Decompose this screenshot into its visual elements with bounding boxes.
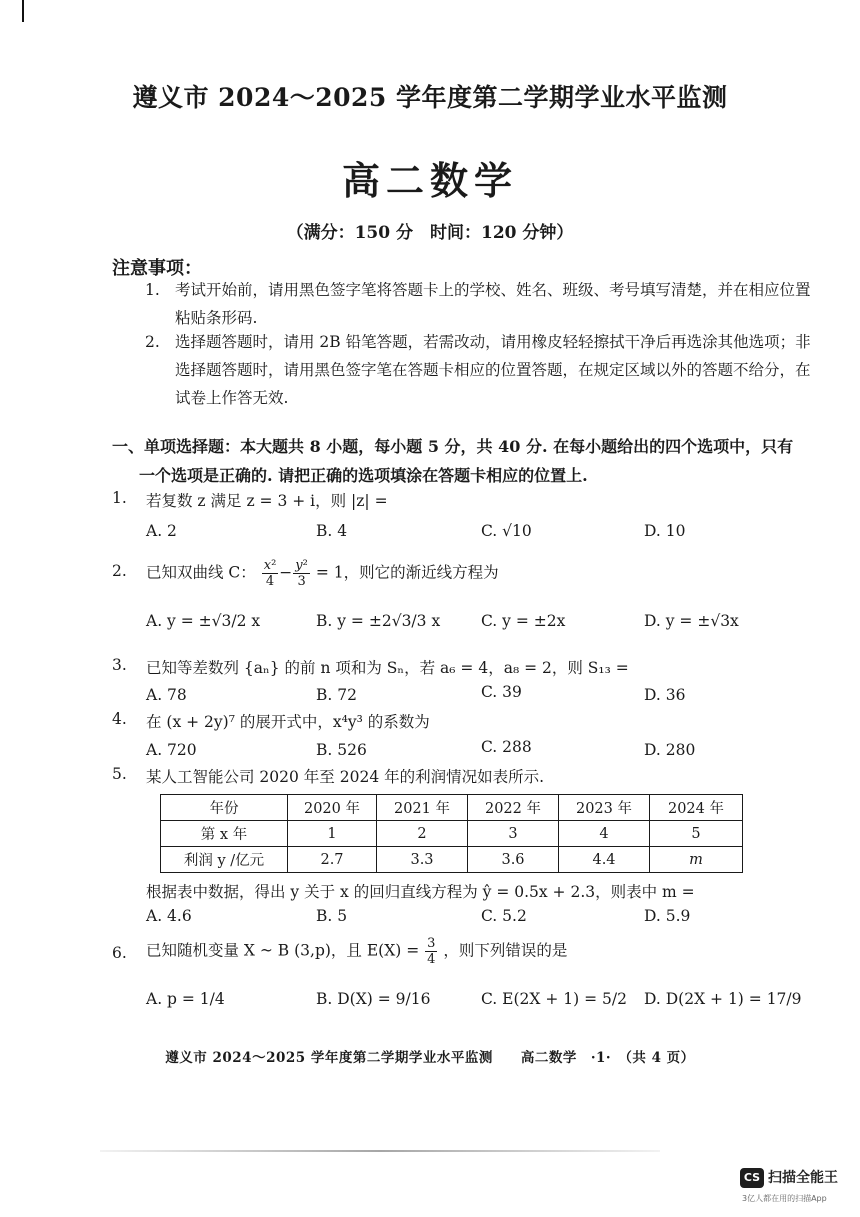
q3-option-d: D. 36 [644,686,686,704]
note-text: 考试开始前，请用黑色签字笔将答题卡上的学校、姓名、班级、考号填写清楚，并在相应位置粘贴条形码. [175,281,811,327]
question-stem-prefix: 已知随机变量 X ~ B (3,p)，且 E(X) = [146,941,420,960]
table-cell: 利润 y /亿元 [161,847,288,873]
q6-option-b: B. D(X) = 9/16 [316,990,431,1008]
scanner-logo-icon: CS [740,1168,764,1188]
expectation-fraction: $\frac{3}{4}$ [427,936,436,967]
table-cell: 年份 [161,795,288,821]
question-stem-suffix: ，则下列错误的是 [443,941,568,960]
question-number: 6. [112,944,127,962]
question-followup-text: 根据表中数据，得出 y 关于 x 的回归直线方程为 ŷ = 0.5x + 2.3，则表中 m = [146,883,695,901]
table-cell: 第 x 年 [161,821,288,847]
table-row [161,795,743,821]
question-stem: 已知等差数列 {aₙ} 的前 n 项和为 Sₙ，若 a₆ = 4，a₈ = 2，则 S₁₃ = [146,659,629,677]
question-stem: 在 (x + 2y)⁷ 的展开式中，x⁴y³ 的系数为 [146,713,430,731]
q4-option-a: A. 720 [146,741,197,759]
table-cell: 2024 年 [650,795,743,821]
section-1-line-2: 一个选项是正确的. 请把正确的选项填涂在答题卡相应的位置上. [139,466,588,485]
q5-option-a: A. 4.6 [146,907,192,925]
table-cell: 2020 年 [288,795,377,821]
scan-artifact-line [100,1150,660,1152]
q1-option-d: D. 10 [644,522,686,540]
table-cell: 2.7 [288,847,377,873]
exam-header: 遵义市 2024～2025 学年度第二学期学业水平监测 [132,83,728,112]
question-5-followup [146,880,826,904]
q6-option-c: C. E(2X + 1) = 5/2 [481,990,627,1008]
q5-option-c: C. 5.2 [481,907,527,925]
note-text: 选择题答题时，请用 2B 铅笔答题，若需改动，请用橡皮轻轻擦拭干净后再选涂其他选项；非选择题答题时，请用黑色签字笔在答题卡相应的位置答题，在规定区域以外的答题不给分，在试卷上作答无效. [175,333,811,407]
scanner-app-name: 扫描全能王 [768,1170,838,1186]
scan-edge-mark [22,0,24,22]
q4-option-b: B. 526 [316,741,367,759]
q5-option-d: D. 5.9 [644,907,691,925]
table-cell: 4 [559,821,650,847]
score-time-info: （满分：150 分 时间：120 分钟） [286,223,574,243]
q4-option-c: C. 288 [481,738,532,756]
q2-option-a: A. y = ±√3/2 x [146,612,261,630]
table-row [161,847,743,873]
table-cell: 2021 年 [377,795,468,821]
question-stem: 若复数 z 满足 z = 3 + i，则 |z| = [146,492,388,510]
section-1-line-1: 一、单项选择题：本大题共 8 小题，每小题 5 分，共 40 分. 在每小题给出的四个选项中，只有 [112,437,794,456]
table-cell: m [650,847,743,873]
q2-option-b: B. y = ±2√3/3 x [316,612,441,630]
question-5 [112,765,812,789]
notes-title: 注意事项： [112,258,202,279]
question-stem: 某人工智能公司 2020 年至 2024 年的利润情况如表所示. [146,768,545,786]
question-2 [112,558,812,598]
table-cell: 4.4 [559,847,650,873]
question-number: 1. [112,489,127,507]
note-item-2 [145,328,835,414]
q4-option-d: D. 280 [644,741,696,759]
section-1-instructions [112,432,812,490]
table-cell: 2 [377,821,468,847]
question-stem [146,936,567,967]
question-number: 2. [112,562,127,580]
q2-option-d: D. y = ±√3x [644,612,739,630]
question-6 [112,936,812,976]
exam-subject-title: 高二数学 [341,158,518,203]
table-cell: 2023 年 [559,795,650,821]
scanner-app-tagline: 3亿人都在用的扫描App [742,1194,827,1203]
table-cell: 3.3 [377,847,468,873]
table-row [161,821,743,847]
q3-option-b: B. 72 [316,686,357,704]
table-cell: 5 [650,821,743,847]
q1-option-c: C. √10 [481,522,532,540]
table-cell: 1 [288,821,377,847]
page-footer: 遵义市 2024～2025 学年度第二学期学业水平监测 高二数学 ·1· （共 4 页） [165,1050,695,1066]
question-number: 3. [112,656,127,674]
q1-option-a: A. 2 [146,522,177,540]
question-stem-prefix: 已知双曲线 C： [146,563,256,582]
q6-option-a: A. p = 1/4 [146,990,225,1008]
hyperbola-y-term: $\frac{\text{y²}}{3}$ [295,558,308,589]
hyperbola-x-term: $\frac{\text{x²}}{4}$ [263,558,277,589]
q2-option-c: C. y = ±2x [481,612,566,630]
question-stem-suffix: = 1，则它的渐近线方程为 [315,563,499,582]
question-4 [112,710,812,734]
q3-option-c: C. 39 [481,683,522,701]
note-item-1 [145,276,835,334]
table-cell: 3 [468,821,559,847]
note-number: 1. [145,281,160,299]
table-cell: 2022 年 [468,795,559,821]
q5-option-b: B. 5 [316,907,348,925]
profit-table [160,794,743,873]
question-number: 4. [112,710,127,728]
q1-option-b: B. 4 [316,522,348,540]
question-3 [112,656,812,680]
question-1 [112,489,812,513]
note-number: 2. [145,333,160,351]
question-number: 5. [112,765,127,783]
table-cell: 3.6 [468,847,559,873]
q6-option-d: D. D(2X + 1) = 17/9 [644,990,802,1008]
question-stem: 已知双曲线 C： $\frac{\text{x²}}{4}$ − $\frac{\text{y²}}{3}$ = 1，则它的渐近线方程为 [146,558,499,589]
q3-option-a: A. 78 [146,686,187,704]
